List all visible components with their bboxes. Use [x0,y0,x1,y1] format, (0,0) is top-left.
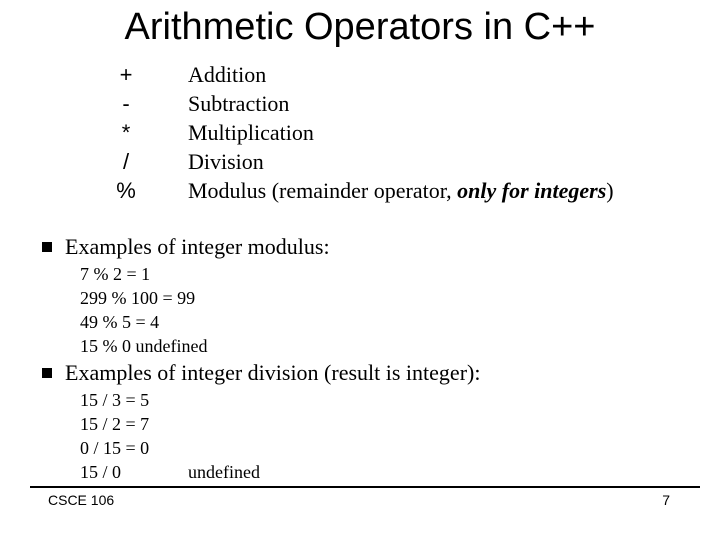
operator-symbol: * [121,120,131,145]
operator-description: Division [188,149,264,174]
operator-symbol: + [119,62,133,87]
division-example: 15 / 2 = 7 [80,414,150,434]
modulus-description-emphasis: only for integers [457,178,607,203]
modulus-example: 299 % 100 = 99 [80,288,196,308]
division-bullet [42,358,702,388]
division-example [80,460,380,484]
operator-row-multiplication [0,118,720,147]
operator-description [188,176,614,205]
operator-description: Addition [188,62,267,87]
slide-title: Arithmetic Operators in C++ [124,6,596,48]
division-heading: Examples of integer division (result is integer): [65,360,481,385]
course-label: CSCE 106 [48,492,115,508]
operator-description: Multiplication [188,120,314,145]
division-example-result: undefined [188,462,260,482]
square-bullet-icon [42,242,52,252]
operator-symbol: / [122,149,130,174]
operator-row-division [0,147,720,176]
operator-row-addition [0,60,720,89]
division-example-expression: 15 / 0 [80,462,122,482]
modulus-bullet [42,232,702,262]
division-example: 15 / 3 = 5 [80,390,150,410]
modulus-heading: Examples of integer modulus: [65,234,330,259]
square-bullet-icon [42,368,52,378]
operator-row-modulus [0,176,720,205]
modulus-example: 49 % 5 = 4 [80,312,160,332]
operator-row-subtraction [0,89,720,118]
modulus-example: 15 % 0 undefined [80,336,208,356]
division-example: 0 / 15 = 0 [80,438,150,458]
modulus-example: 7 % 2 = 1 [80,264,151,284]
page-number: 7 [662,492,670,508]
operator-description: Subtraction [188,91,290,116]
operator-symbol: - [122,91,130,116]
modulus-description-prefix: Modulus (remainder operator, [188,178,458,203]
footer-divider [30,486,700,488]
operator-symbol: % [116,178,136,203]
modulus-description-suffix: ) [606,178,614,203]
